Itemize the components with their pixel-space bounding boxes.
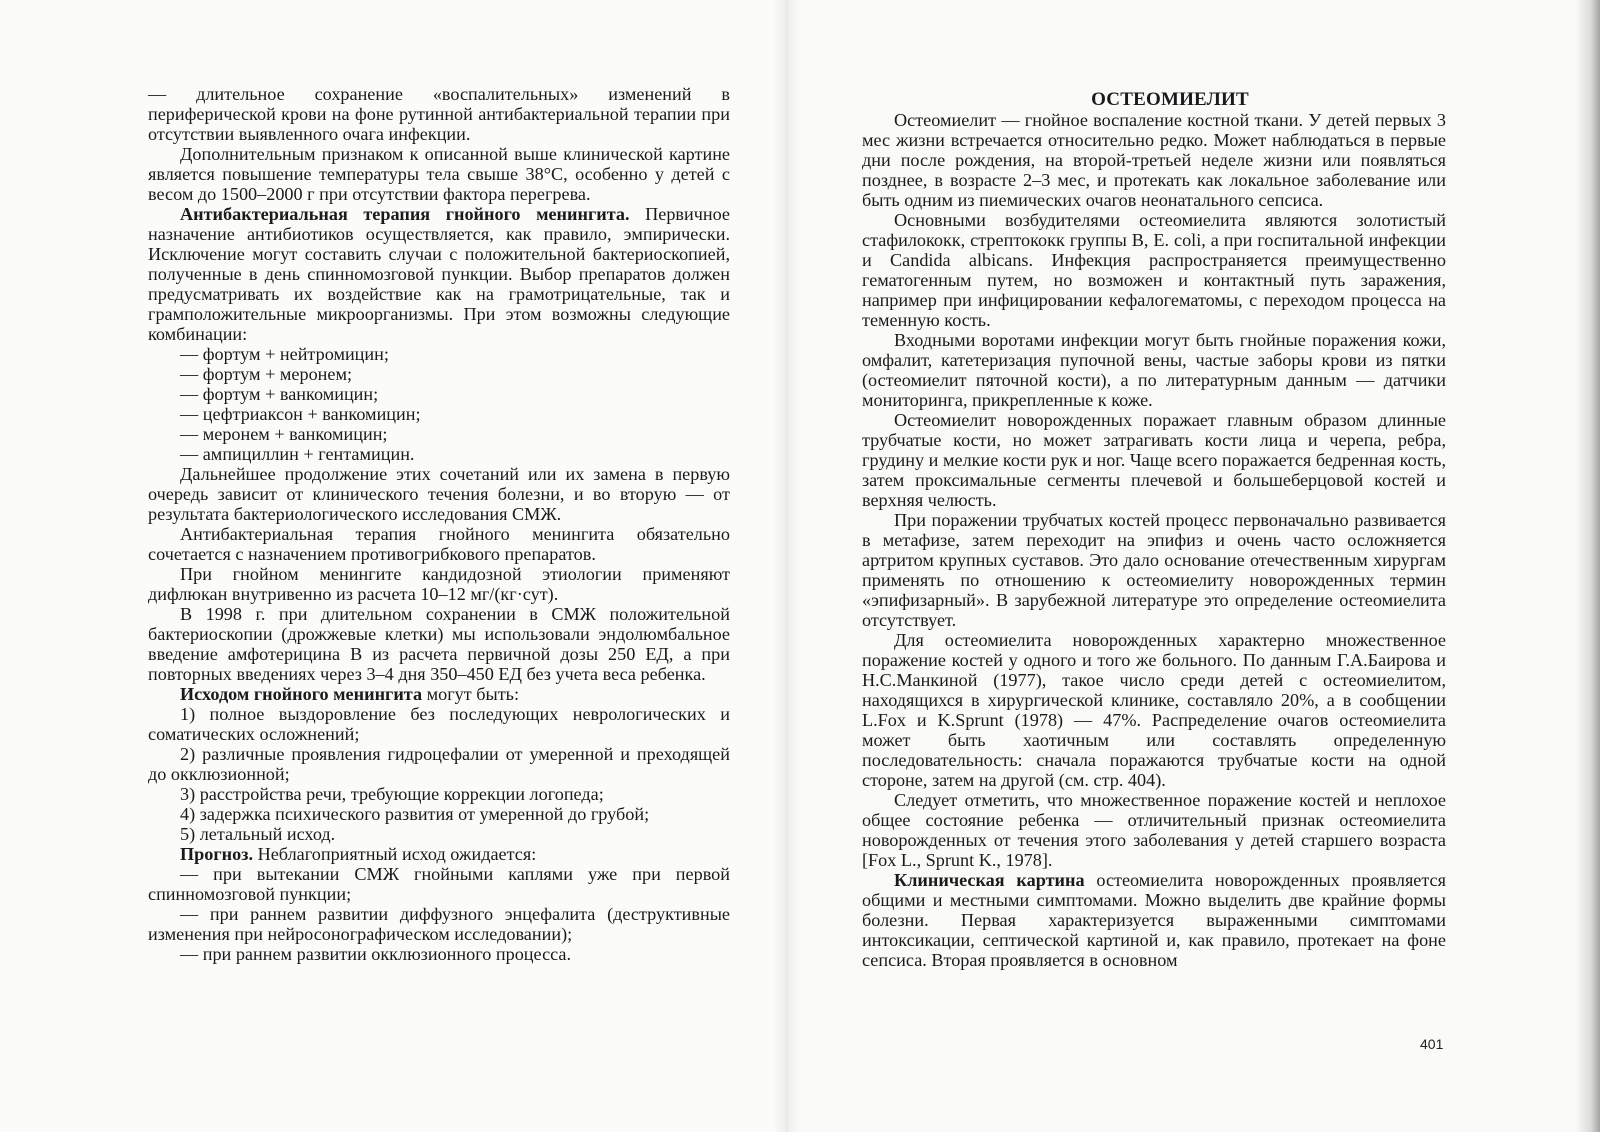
- list-item: 4) задержка психического развития от умеренной до грубой;: [180, 804, 650, 824]
- paragraph-prognosis: [148, 844, 730, 864]
- list-item: — при вытекании СМЖ гнойными каплями уже при первой спинномозговой пункции;: [148, 864, 730, 904]
- list-item: — ампициллин + гентамицин.: [180, 444, 415, 464]
- list-item: 1) полное выздоровление без последующих неврологических и соматических осложнений;: [148, 704, 730, 744]
- page-number: 401: [1420, 1036, 1444, 1052]
- list-item: — при раннем развитии диффузного энцефалита (деструктивные изменения при нейросонографическом исследовании);: [148, 904, 730, 944]
- paragraph: Остеомиелит новорожденных поражает главным образом длинные трубчатые кости, но может затрагивать кости лица и черепа, ребра, грудину и мелкие кости рук и ног. Чаще всего поражается бедренная кость, затем проксимальные сегменты плечевой и большеберцовой костей и верхняя челюсть.: [862, 410, 1446, 510]
- left-page-text: [148, 84, 730, 964]
- paragraph-antibacterial-therapy: [148, 204, 730, 344]
- paragraph: Следует отметить, что множественное поражение костей и неплохое общее состояние ребенка — отличительный признак остеомиелита новорожденных от течения этого заболевания у детей старшего возраста [Fox L., Sprunt K., 1978].: [862, 790, 1446, 870]
- paragraph-text: могут быть:: [422, 684, 520, 704]
- paragraph: При поражении трубчатых костей процесс первоначально развивается в метафизе, затем переходит на эпифиз и очень часто осложняется артритом крупных суставов. Это дало основание отечественным хирургам применять по отношению к остеомиелиту новорожденных термин «эпифизарный». В зарубежной литературе это определение остеомиелита отсутствует.: [862, 510, 1446, 630]
- list-item: — при раннем развитии окклюзионного процесса.: [180, 944, 572, 964]
- list-item: — фортум + меронем;: [180, 364, 353, 384]
- bold-lead: Исходом гнойного менингита: [180, 684, 423, 704]
- book-gutter: [772, 0, 802, 1132]
- bold-lead: Клиническая картина: [894, 870, 1085, 890]
- section-heading: ОСТЕОМИЕЛИТ: [1091, 89, 1249, 110]
- paragraph: Основными возбудителями остеомиелита являются золотистый стафилококк, стрептококк группы В, E. coli, а при госпитальной инфекции и Candida albicans. Инфекция распространяется преимущественно гематогенным путем, но возможен и контактный путь заражения, например при инфицировании кефалогематомы, с переходом процесса на теменную кость.: [862, 210, 1446, 330]
- list-item: — меронем + ванкомицин;: [180, 424, 388, 444]
- paragraph: Дополнительным признаком к описанной выше клинической картине является повышение температуры тела свыше 38°С, особенно у детей с весом до 1500–2000 г при отсутствии фактора перегрева.: [148, 144, 730, 204]
- paragraph-clinical-picture: [862, 870, 1446, 970]
- right-page-text: [862, 90, 1446, 970]
- paragraph-outcome: [148, 684, 730, 704]
- paragraph: Дальнейшее продолжение этих сочетаний или их замена в первую очередь зависит от клинического течения болезни, и во вторую — от результата бактериологического исследования СМЖ.: [148, 464, 730, 524]
- paragraph: — длительное сохранение «воспалительных» изменений в периферической крови на фоне рутинной антибактериальной терапии при отсутствии выявленного очага инфекции.: [148, 84, 730, 144]
- paragraph: Для остеомиелита новорожденных характерно множественное поражение костей у одного и того же больного. По данным Г.А.Баирова и Н.С.Манкиной (1977), такое число среди детей с остеомиелитом, находящихся в хирургической клинике, составляло 20%, а в сообщении L.Fox и K.Sprunt (1978) — 47%. Распределение очагов остеомиелита может быть хаотичным или составлять определенную последовательность: сначала поражаются трубчатые кости на одной стороне, затем на другой (см. стр. 404).: [862, 630, 1446, 790]
- paragraph: Входными воротами инфекции могут быть гнойные поражения кожи, омфалит, катетеризация пупочной вены, частые заборы крови из пятки (остеомиелит пяточной кости), а по литературным данным — датчики мониторинга, прикрепленные к коже.: [862, 330, 1446, 410]
- paragraph-text: Первичное назначение антибиотиков осуществляется, как правило, эмпирически. Исключение могут составить случаи с положительной бактериоскопией, полученные в день спинномозговой пункции. Выбор препаратов должен предусматривать их воздействие как на грамотрицательные, так и грамположительные микроорганизмы. При этом возможны следующие комбинации:: [148, 204, 731, 344]
- paragraph: При гнойном менингите кандидозной этиологии применяют дифлюкан внутривенно из расчета 10–12 мг/(кг·сут).: [148, 564, 730, 604]
- bold-lead: Антибактериальная терапия гнойного менингита.: [180, 204, 630, 224]
- left-page: [0, 0, 786, 1132]
- list-item: — фортум + ванкомицин;: [180, 384, 379, 404]
- paragraph-text: Неблагоприятный исход ожидается:: [253, 844, 537, 864]
- paragraph: Антибактериальная терапия гнойного менингита обязательно сочетается с назначением противогрибкового препаратов.: [148, 524, 730, 564]
- list-item: 3) расстройства речи, требующие коррекции логопеда;: [180, 784, 604, 804]
- list-item: 5) летальный исход.: [180, 824, 336, 844]
- page-edge-shadow: [1576, 0, 1600, 1132]
- paragraph-text: остеомиелита новорожденных проявляется общими и местными симптомами. Можно выделить две крайние формы болезни. Первая характеризуется выраженными симптомами интоксикации, септической картиной и, как правило, протекает на фоне сепсиса. Вторая проявляется в основном: [862, 870, 1446, 970]
- list-item: 2) различные проявления гидроцефалии от умеренной и преходящей до окклюзионной;: [148, 744, 730, 784]
- paragraph: Остеомиелит — гнойное воспаление костной ткани. У детей первых 3 мес жизни встречается относительно редко. Может наблюдаться в первые дни после рождения, на второй-третьей неделе жизни или появляться позднее, в возрасте 2–3 мес, и протекать как локальное заболевание или быть одним из пиемических очагов неонатального сепсиса.: [862, 110, 1446, 210]
- list-item: — фортум + нейтромицин;: [180, 344, 389, 364]
- list-item: — цефтриаксон + ванкомицин;: [180, 404, 421, 424]
- paragraph: В 1998 г. при длительном сохранении в СМЖ положительной бактериоскопии (дрожжевые клетки) мы использовали эндолюмбальное введение амфотерицина В из расчета первичной дозы 250 ЕД, а при повторных введениях через 3–4 дня 350–450 ЕД без учета веса ребенка.: [148, 604, 730, 684]
- bold-lead: Прогноз.: [180, 844, 254, 864]
